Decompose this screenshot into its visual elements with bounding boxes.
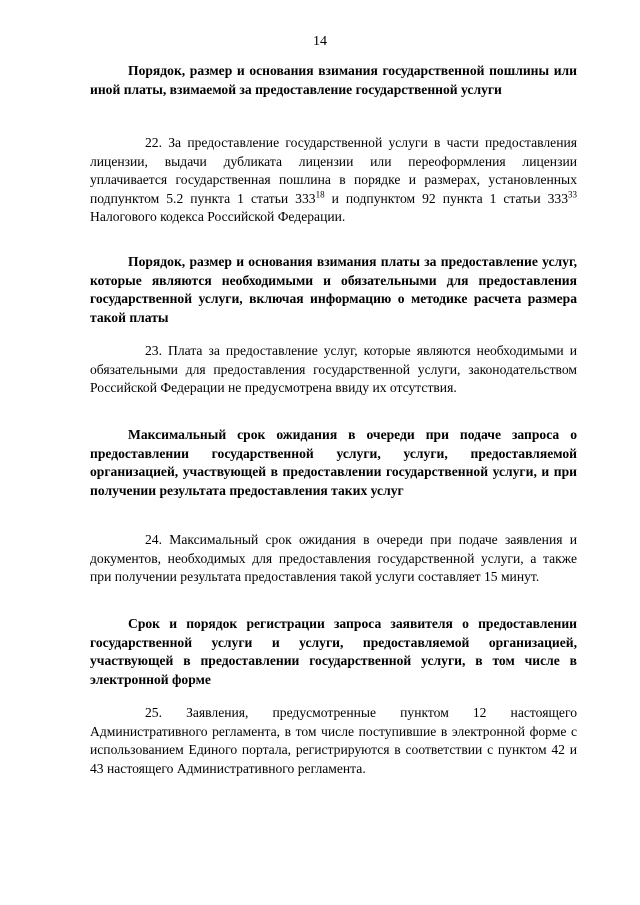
paragraph-22-text-part1: 22. За предоставление государственной услуги в части предоставления лицензии, выдачи дубликата лицензии или переоформления лицензии уплачивается государственная пошлина в порядке и размерах, установленных подпунктом 5.2 пункта 1 статьи 333 [90, 135, 577, 206]
paragraph-22-text-part2: и подпунктом 92 пункта 1 статьи 333 [324, 190, 569, 206]
paragraph-22-superscript-2: 33 [568, 188, 578, 199]
paragraph-24: 24. Максимальный срок ожидания в очереди при подаче заявления и документов, необходимых для предоставления государственной услуги, а также при получении результата предоставления такой услуги составляет 15 минут. [90, 532, 577, 584]
paragraph-22-superscript-1: 18 [315, 188, 325, 199]
paragraph-23: 23. Плата за предоставление услуг, которые являются необходимыми и обязательными для предоставления государственной услуги, законодательством Российской Федерации не предусмотрена ввиду их отсутствия. [90, 343, 577, 395]
section-heading-state-fee: Порядок, размер и основания взимания государственной пошлины или иной платы, взимаемой за предоставление государственной услуги [90, 63, 577, 97]
section-heading-fee-for-required-services: Порядок, размер и основания взимания платы за предоставление услуг, которые являются необходимыми и обязательными для предоставления государственной услуги, включая информацию о методике расчета размера такой платы [90, 254, 577, 325]
paragraph-25: 25. Заявления, предусмотренные пунктом 12 настоящего Административного регламента, в том числе поступившие в электронной форме с использованием Единого портала, регистрируются в соответствии с пунктом 42 и 43 настоящего Административного регламента. [90, 705, 577, 776]
paragraph-22 [90, 134, 577, 227]
section-heading-max-queue-time: Максимальный срок ожидания в очереди при подаче запроса о предоставлении государственной услуги, услуги, предоставляемой организацией, участвующей в предоставлении государственной услуги, и при получении результата предоставления таких услуг [90, 427, 577, 498]
section-heading-registration-procedure: Срок и порядок регистрации запроса заявителя о предоставлении государственной услуги и услуги, предоставляемой организацией, участвующей в предоставлении государственной услуги, в том числе в электронной форме [90, 616, 577, 687]
paragraph-22-text-part3: Налогового кодекса Российской Федерации. [90, 209, 346, 224]
page-number: 14 [313, 34, 327, 49]
